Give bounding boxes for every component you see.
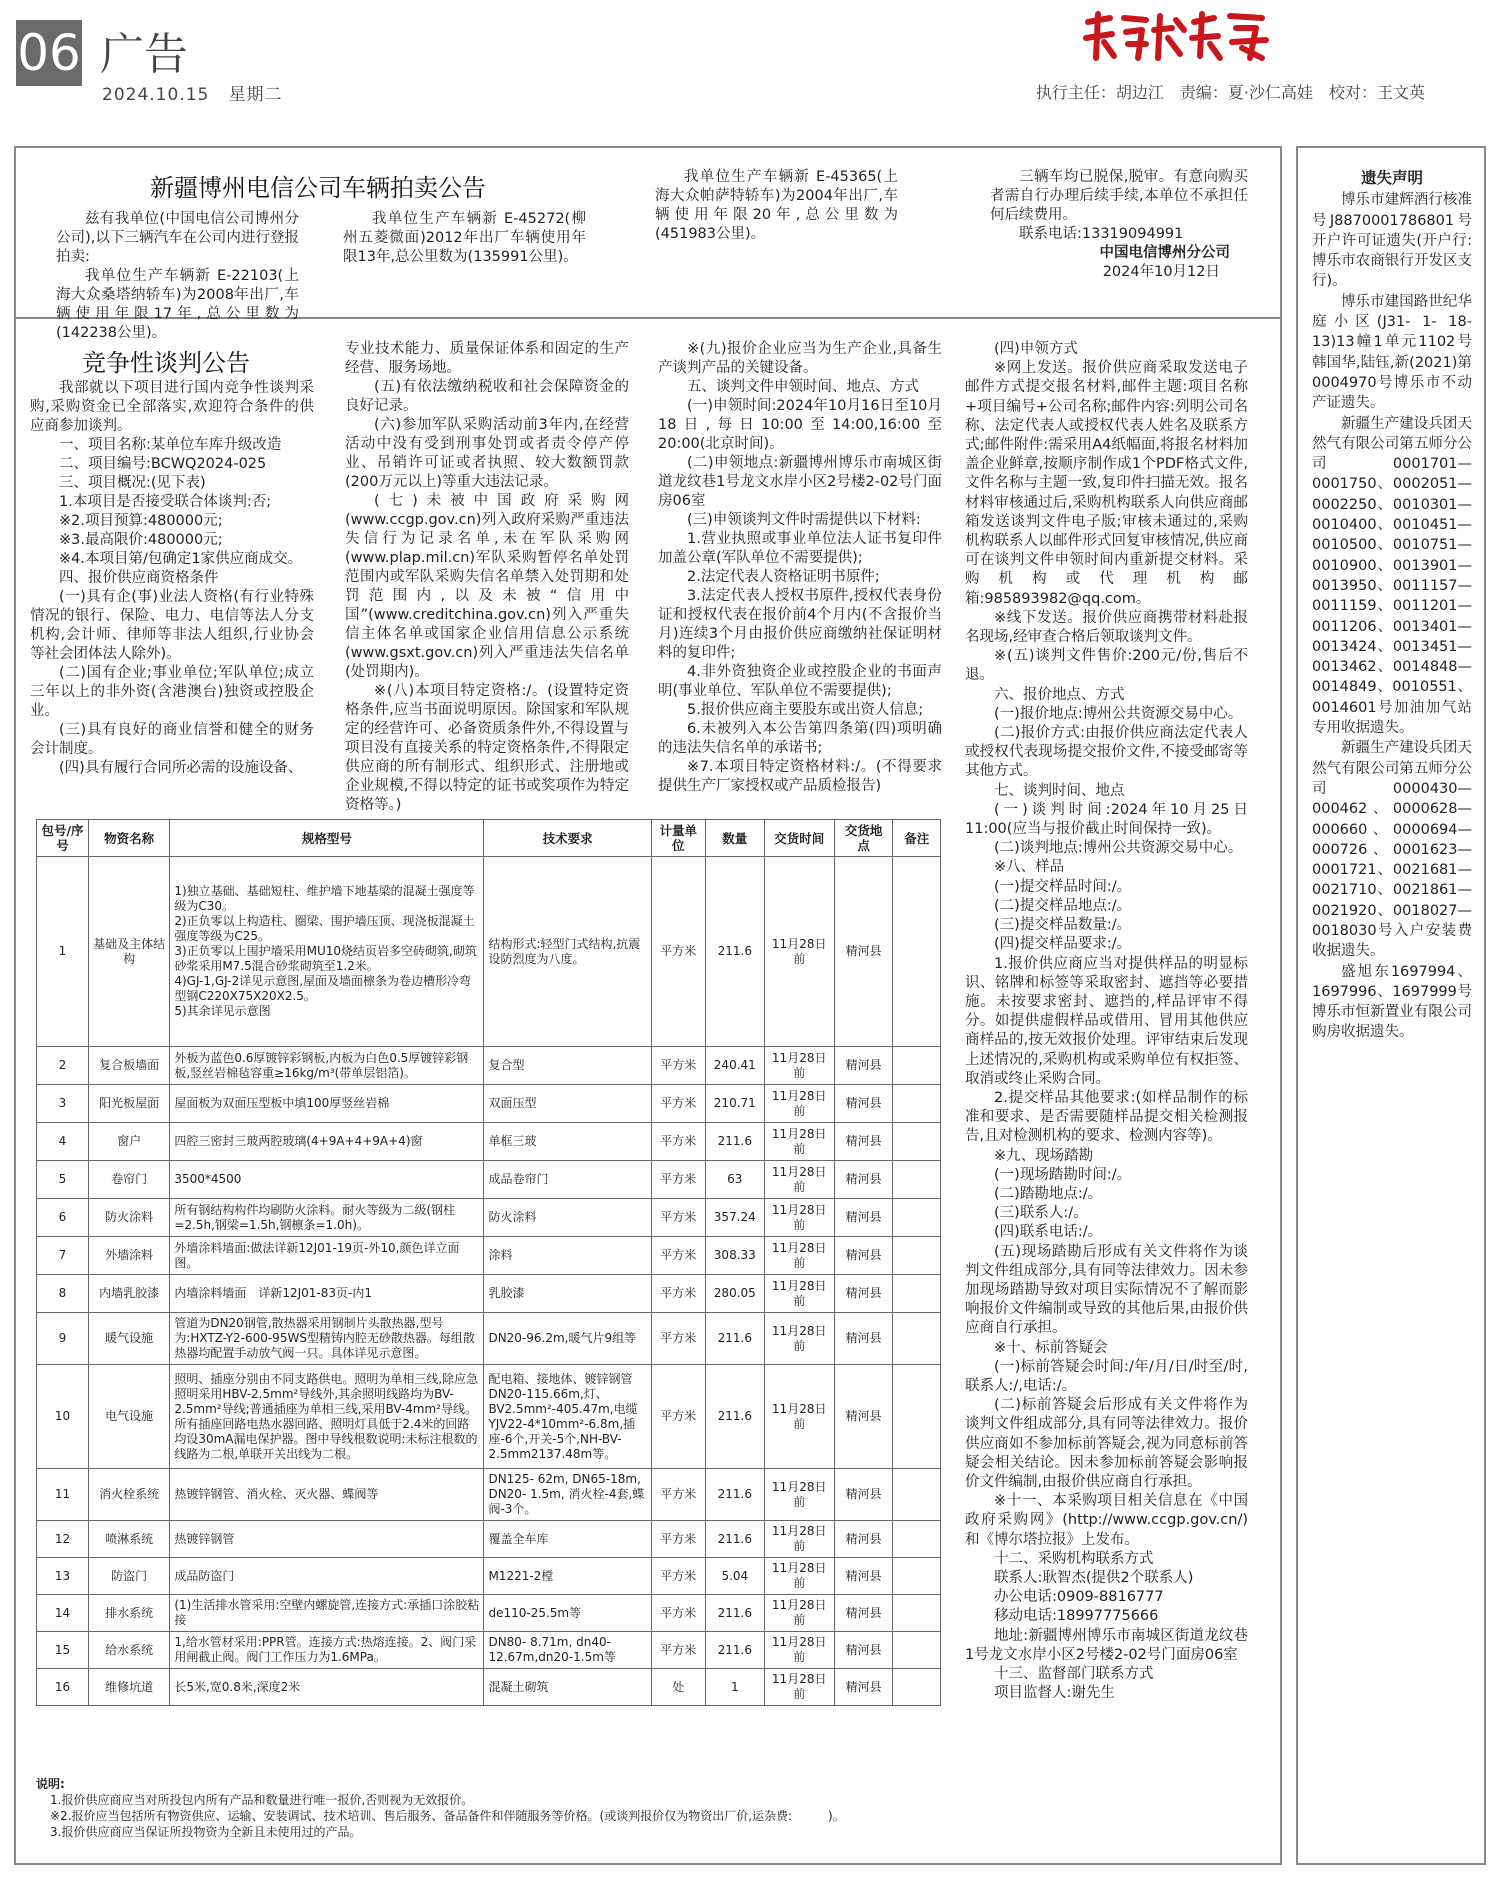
item-name-cell: 维修坑道: [88, 1669, 169, 1706]
unit-cell: 平方米: [651, 1275, 705, 1313]
delivery-time-cell: 11月28日前: [764, 1047, 834, 1085]
row-number-cell: 13: [37, 1558, 89, 1595]
row-number-cell: 15: [37, 1632, 89, 1669]
row-number-cell: 8: [37, 1275, 89, 1313]
unit-cell: 平方米: [651, 1085, 705, 1123]
col1-line: 三、项目概况:(见下表): [59, 475, 206, 491]
delivery-place-cell: 精河县: [834, 1632, 893, 1669]
remark-cell: [893, 1558, 941, 1595]
delivery-time-cell: 11月28日前: [764, 1313, 834, 1365]
delivery-place-cell: 精河县: [834, 1669, 893, 1706]
unit-cell: 平方米: [651, 1047, 705, 1085]
col4-line: ※九、现场踏勘: [994, 1147, 1094, 1164]
col3-line: 五、谈判文件申领时间、地点、方式: [687, 379, 919, 395]
tech-requirement-cell: 涂料: [484, 1237, 651, 1275]
item-name-cell: 防火涂料: [88, 1199, 169, 1237]
note-line: 1.报价供应商应当对所投包内所有产品和数量进行唯一报价,否则视为无效报价。: [50, 1793, 474, 1807]
col3-line: ※7.本项目特定资格材料:/。(不得要求提供生产厂家授权或产品质检报告): [658, 759, 942, 794]
table-notes: [36, 1776, 941, 1840]
tech-requirement-cell: 乳胶漆: [484, 1275, 651, 1313]
auction-paragraph: [56, 267, 299, 343]
delivery-time-cell: 11月28日前: [764, 1161, 834, 1199]
table-row: [37, 1123, 941, 1161]
col4-line: (一)谈判时间:2024年10月25日11:00(应当与报价截止时间保持一致)。: [965, 801, 1248, 838]
row-number-cell: 5: [37, 1161, 89, 1199]
issue-date: [102, 80, 283, 105]
remark-cell: [893, 1365, 941, 1469]
negotiation-col-2: [345, 340, 629, 815]
item-name-cell: 卷帘门: [88, 1161, 169, 1199]
quantity-cell: 211.6: [705, 857, 764, 1047]
col4-line: (四)联系电话:/。: [994, 1224, 1103, 1241]
quantity-cell: 211.6: [705, 1469, 764, 1521]
tech-requirement-cell: M1221-2樘: [484, 1558, 651, 1595]
col1-line: 二、项目编号:BCWQ2024-025: [59, 456, 267, 472]
delivery-time-cell: 11月28日前: [764, 1469, 834, 1521]
auction-paragraph: 我单位生产车辆新 E-45272(柳州五菱微面)2012年出厂车辆使用年限13年,总公里数为(135991公里)。: [343, 211, 586, 265]
lost-paragraph: 新疆生产建设兵团天然气有限公司第五师分公司0001701—0001750、0002051—0002250、0010301—0010400、0010451—0010500、0010751—0010900、0013901—0013950、0011157—0011159、0011201—0011206、0013401—0013424、0013451—0013462、0014848—0014849、0010551、0014601号加油加气站专用收据遗失。: [1312, 415, 1472, 737]
unit-cell: 平方米: [651, 857, 705, 1047]
col3-line: 1.营业执照或事业单位法人证书复印件加盖公章(军队单位不需要提供);: [658, 531, 942, 566]
table-row: [37, 1632, 941, 1669]
unit-cell: 平方米: [651, 1595, 705, 1632]
delivery-time-cell: 11月28日前: [764, 1632, 834, 1669]
delivery-place-cell: 精河县: [834, 1237, 893, 1275]
staff-credits: 执行主任：胡边江 责编：夏·沙仁高娃 校对：王文英: [1035, 83, 1425, 102]
remark-cell: [893, 1632, 941, 1669]
col1-line: (一)具有企(事)业法人资格(有行业特殊情况的银行、保险、电力、电信等法人分支机构,会计师、律师等非法人组织,行业协会等社会团体法人除外)。: [30, 589, 314, 662]
tech-requirement-cell: DN80- 8.71m, dn40-12.67m,dn20-1.5m等: [484, 1632, 651, 1669]
row-number-cell: 4: [37, 1123, 89, 1161]
col4-line: (一)现场踏勘时间:/。: [994, 1166, 1132, 1183]
col3-line: 3.法定代表人授权书原件,授权代表身份证和授权代表在报价前4个月内(不含报价当月)连续3个月由报价供应商缴纳社保证明材料的复印件;: [658, 588, 942, 661]
col2-line: 专业技术能力、质量保证体系和固定的生产经营、服务场地。: [345, 341, 629, 376]
page-number: 06: [16, 20, 82, 86]
row-number-cell: 6: [37, 1199, 89, 1237]
auction-paragraph: 兹有我单位(中国电信公司博州分公司),以下三辆汽车在公司内进行登报拍卖:: [56, 211, 299, 265]
delivery-place-cell: 精河县: [834, 1313, 893, 1365]
remark-cell: [893, 1123, 941, 1161]
tech-requirement-cell: 成品卷帘门: [484, 1161, 651, 1199]
col3-line: (二)申领地点:新疆博州博乐市南城区街道龙纹巷1号龙文水岸小区2号楼2-02号门面房06室: [658, 455, 942, 509]
delivery-place-cell: 精河县: [834, 1365, 893, 1469]
header-cell: 交货地点: [834, 820, 893, 857]
quantity-cell: 211.6: [705, 1595, 764, 1632]
remark-cell: [893, 1595, 941, 1632]
item-name-cell: 喷淋系统: [88, 1521, 169, 1558]
remark-cell: [893, 857, 941, 1047]
delivery-place-cell: 精河县: [834, 1047, 893, 1085]
row-number-cell: 2: [37, 1047, 89, 1085]
delivery-time-cell: 11月28日前: [764, 1669, 834, 1706]
note-line: 3.报价供应商应当保证所投物资为全新且未使用过的产品。: [50, 1825, 362, 1839]
table-row: [37, 1199, 941, 1237]
col1-line: 1.本项目是否接受联合体谈判:否;: [59, 494, 272, 510]
header-cell: 交货时间: [764, 820, 834, 857]
col4-line: 十二、采购机构联系方式: [994, 1550, 1154, 1567]
delivery-time-cell: 11月28日前: [764, 1085, 834, 1123]
tech-requirement-cell: 单框三玻: [484, 1123, 651, 1161]
auction-contact: 联系电话:13319094991: [1019, 226, 1184, 242]
unit-cell: 平方米: [651, 1199, 705, 1237]
negotiation-col-1: [30, 379, 314, 778]
tech-requirement-cell: 防火涂料: [484, 1199, 651, 1237]
delivery-place-cell: 精河县: [834, 1199, 893, 1237]
delivery-time-cell: 11月28日前: [764, 857, 834, 1047]
section-title: 广告: [100, 29, 188, 80]
weekday-text: 星期二: [228, 85, 283, 105]
delivery-time-cell: 11月28日前: [764, 1123, 834, 1161]
col4-line: 地址:新疆博州博乐市南城区街道龙纹巷1号龙文水岸小区2号楼2-02号门面房06室: [965, 1627, 1248, 1663]
quantity-cell: 1: [705, 1669, 764, 1706]
col4-line: 移动电话:18997775666: [994, 1608, 1159, 1625]
delivery-time-cell: 11月28日前: [764, 1595, 834, 1632]
auction-paragraph: 我单位生产车辆新 E-45365(上海大众帕萨特轿车)为2004年出厂,车辆使用年限20年,总公里数为(451983公里)。: [655, 169, 898, 242]
col1-line: ※2.项目预算:480000元;: [59, 513, 223, 529]
col3-line: 6.未被列入本公告第四条第(四)项明确的违法失信名单的承诺书;: [658, 721, 942, 756]
procurement-table: [36, 819, 941, 1706]
spec-cell: 成品防盗门: [170, 1558, 484, 1595]
table-header-row: [37, 820, 941, 857]
lost-paragraph: 博乐市建国路世纪华庭小区(J31- 1- 18- 13)13幢1单元1102号韩国华,陆钰,新(2021)第0004970号博乐市不动产证遗失。: [1312, 293, 1472, 412]
spec-cell: 照明、插座分别由不同支路供电。照明为单相三线,除应急照明采用HBV-2.5mm²导线外,其余照明线路均为BV-2.5mm²导线;普通插座为单相三线,采用BV-4mm²导线。所有插座回路电热水器回路、照明灯具低于2.4米的回路均设30mA漏电保护器。图中导线根数说明:未标注根数的线路为二根,单联开关出线为二根。: [170, 1365, 484, 1469]
auction-title: 新疆博州电信公司车辆拍卖公告: [150, 174, 486, 202]
table-row: [37, 1161, 941, 1199]
tech-requirement-cell: 结构形式:轻型门式结构,抗震设防烈度为八度。: [484, 857, 651, 1047]
item-name-cell: 电气设施: [88, 1365, 169, 1469]
col4-line: (二)谈判地点:博州公共资源交易中心。: [994, 840, 1243, 857]
lost-title: 遗失声明: [1360, 169, 1423, 187]
quantity-cell: 63: [705, 1161, 764, 1199]
row-number-cell: 7: [37, 1237, 89, 1275]
col4-line: (二)报价方式:由报价供应商法定代表人或授权代表现场提交报价文件,不接受邮寄等其他方式。: [965, 725, 1248, 780]
auction-col-2: [343, 210, 586, 267]
spec-cell: 屋面板为双面压型板中填100厚竖丝岩棉: [170, 1085, 484, 1123]
delivery-time-cell: 11月28日前: [764, 1275, 834, 1313]
row-number-cell: 11: [37, 1469, 89, 1521]
tech-requirement-cell: 混凝土砌筑: [484, 1669, 651, 1706]
item-name-cell: 给水系统: [88, 1632, 169, 1669]
table-row: [37, 1275, 941, 1313]
col3-line: 2.法定代表人资格证明书原件;: [687, 569, 880, 585]
table-row: [37, 1595, 941, 1632]
col4-line: (二)提交样品地点:/。: [994, 897, 1132, 914]
col1-line: 一、项目名称:某单位车库升级改造: [59, 437, 282, 453]
auction-paragraph: 三辆车均已脱保,脱审。有意向购买者需自行办理后续手续,本单位不承担任何后续费用。: [990, 169, 1248, 223]
auction-col-1: [56, 210, 299, 343]
table-row: [37, 1558, 941, 1595]
col1-line: 我部就以下项目进行国内竞争性谈判采购,采购资金已全部落实,欢迎符合条件的供应商参加谈判。: [30, 380, 314, 434]
unit-cell: 平方米: [651, 1123, 705, 1161]
remark-cell: [893, 1313, 941, 1365]
quantity-cell: 211.6: [705, 1632, 764, 1669]
tech-requirement-cell: DN20-96.2m,暖气片9组等: [484, 1313, 651, 1365]
row-number-cell: 9: [37, 1313, 89, 1365]
auction-signature: 中国电信博州分公司: [1099, 245, 1230, 261]
col4-line: 1.报价供应商应当对提供样品的明显标识、铭牌和标签等采取密封、遮挡等必要措施。未按要求密封、遮挡的,样品评审不得分。如提供虚假样品或借用、冒用其他供应商样品的,按无效报价处理。评审结束后发现上述情况的,采购机构或采购单位有权拒签、取消或终止采购合同。: [965, 955, 1248, 1087]
negotiation-col-3: [658, 340, 942, 796]
auction-col-4: [990, 168, 1248, 282]
unit-cell: 平方米: [651, 1313, 705, 1365]
spec-cell: 长5米,宽0.8米,深度2米: [170, 1669, 484, 1706]
col4-line: 十三、监督部门联系方式: [994, 1666, 1154, 1683]
col4-line: (二)踏勘地点:/。: [994, 1185, 1103, 1202]
auction-paragraph-text: 我单位生产车辆新 E-22103(上海大众桑塔纳轿车)为2008年出厂,车辆使用年限17年,总公里数为(142238公里)。: [56, 268, 299, 341]
col1-line: (四)具有履行合同所必需的设施设备、: [59, 760, 303, 776]
col4-line: (一)标前答疑会时间:/年/月/日/时至/时,联系人:/,电话:/。: [965, 1358, 1248, 1394]
header-cell: 数量: [705, 820, 764, 857]
tech-requirement-cell: 覆盖全车库: [484, 1521, 651, 1558]
delivery-time-cell: 11月28日前: [764, 1521, 834, 1558]
table-row: [37, 1469, 941, 1521]
remark-cell: [893, 1521, 941, 1558]
delivery-place-cell: 精河县: [834, 1161, 893, 1199]
unit-cell: 平方米: [651, 1365, 705, 1469]
lost-paragraph: 博乐市建辉酒行核准号J8870001786801号开户许可证遗失(开户行:博乐市农商银行开发区支行)。: [1312, 192, 1472, 290]
unit-cell: 平方米: [651, 1558, 705, 1595]
remark-cell: [893, 1275, 941, 1313]
table-row: [37, 1237, 941, 1275]
delivery-place-cell: 精河县: [834, 1521, 893, 1558]
col2-line: (五)有依法缴纳税收和社会保障资金的良好记录。: [345, 379, 629, 414]
unit-cell: 处: [651, 1669, 705, 1706]
remark-cell: [893, 1161, 941, 1199]
delivery-place-cell: 精河县: [834, 857, 893, 1047]
delivery-place-cell: 精河县: [834, 1595, 893, 1632]
col1-line: (三)具有良好的商业信誉和健全的财务会计制度。: [30, 722, 314, 757]
remark-cell: [893, 1469, 941, 1521]
lost-paragraph: 新疆生产建设兵团天然气有限公司第五师分公司0000430—000462、0000628—000660、0000694—000726、0001623—0001721、0021681—0021710、0021861—0021920、0018027—0018030号入户安装费收据遗失。: [1312, 740, 1472, 960]
negotiation-title: 竞争性谈判公告: [82, 349, 250, 377]
header-cell: 备注: [893, 820, 941, 857]
spec-cell: 1)独立基础、基础短柱、维护墙下地基梁的混凝土强度等级为C30。 2)正负零以上构造柱、圈梁、围护墙压顶、现浇板混凝土强度等级为C25。 3)正负零以上围护墙采用MU10烧结页岩多空砖砌筑,砌筑砂浆采用M7.5混合砂浆砌筑至1.2米。 4)GJ-1,GJ-2详见示意图,屋面及墙面檩条为卷边槽形冷弯型钢C220X75X20X2.5。 5)其余详见示意图: [170, 857, 484, 1047]
col2-line: (六)参加军队采购活动前3年内,在经营活动中没有受到刑事处罚或者责令停产停业、吊销许可证或者执照、较大数额罚款(200万元以上)等重大违法记录。: [345, 417, 629, 490]
note-line: ※2.报价应当包括所有物资供应、运输、安装调试、技术培训、售后服务、备品备件和伴随服务等价格。(或谈判报价仅为物资出厂价,运杂费: )。: [50, 1809, 845, 1823]
col4-line: ※(五)谈判文件售价:200元/份,售后不退。: [965, 648, 1248, 684]
col3-line: 4.非外资独资企业或控股企业的书面声明(事业单位、军队单位不需要提供);: [658, 664, 942, 699]
delivery-place-cell: 精河县: [834, 1558, 893, 1595]
unit-cell: 平方米: [651, 1237, 705, 1275]
quantity-cell: 211.6: [705, 1123, 764, 1161]
negotiation-col-4: [965, 340, 1248, 1703]
remark-cell: [893, 1047, 941, 1085]
quantity-cell: 211.6: [705, 1313, 764, 1365]
table-row: [37, 1669, 941, 1706]
quantity-cell: 240.41: [705, 1047, 764, 1085]
spec-cell: 内墙涂料墙面 详新12J01-83页-内1: [170, 1275, 484, 1313]
auction-col-3: [655, 168, 898, 244]
delivery-place-cell: 精河县: [834, 1123, 893, 1161]
unit-cell: 平方米: [651, 1632, 705, 1669]
col4-line: (二)标前答疑会后形成有关文件将作为谈判文件组成部分,具有同等法律效力。报价供应商如不参加标前答疑会,视为同意标前答疑会相关结论。因未参加标前答疑会影响报价文件编制,由报价供应商自行承担。: [965, 1397, 1248, 1490]
remark-cell: [893, 1085, 941, 1123]
col4-line: ※八、样品: [994, 859, 1065, 876]
remark-cell: [893, 1237, 941, 1275]
col4-line: (一)提交样品时间:/。: [994, 878, 1132, 895]
tech-requirement-cell: DN125- 62m, DN65-18m, DN20- 1.5m, 消火栓-4套,蝶阀-3个。: [484, 1469, 651, 1521]
col4-line: ※十、标前答疑会: [994, 1339, 1108, 1356]
auction-sign-date: 2024年10月12日: [1102, 264, 1220, 280]
spec-cell: 所有钢结构构件均刷防火涂料。耐火等级为二级(钢柱=2.5h,钢梁=1.5h,钢檩条=1.0h)。: [170, 1199, 484, 1237]
spec-cell: 热镀锌钢管、消火栓、灭火器、蝶阀等: [170, 1469, 484, 1521]
table-row: [37, 857, 941, 1047]
delivery-place-cell: 精河县: [834, 1085, 893, 1123]
col4-line: ※线下发送。报价供应商携带材料赴报名现场,经审查合格后领取谈判文件。: [965, 609, 1248, 646]
row-number-cell: 3: [37, 1085, 89, 1123]
tech-requirement-cell: 双面压型: [484, 1085, 651, 1123]
quantity-cell: 280.05: [705, 1275, 764, 1313]
unit-cell: 平方米: [651, 1161, 705, 1199]
quantity-cell: 210.71: [705, 1085, 764, 1123]
col3-line: 5.报价供应商主要股东或出资人信息;: [687, 702, 924, 718]
col4-line: (三)提交样品数量:/。: [994, 917, 1132, 934]
masthead-logo: [1080, 8, 1270, 66]
item-name-cell: 阳光板屋面: [88, 1085, 169, 1123]
header-cell: 技术要求: [484, 820, 651, 857]
col2-line: (七)未被中国政府采购网(www.ccgp.gov.cn)列入政府采购严重违法失信行为记录名单,未在军队采购网(www.plap.mil.cn)军队采购暂停名单处罚范围内或军队采购失信名单禁入处罚期和处罚范围内,以及未被“信用中国”(www.creditchina.gov.cn)列入严重失信主体名单或国家企业信用信息公示系统(www.gsxt.gov.cn)列入严重违法失信名单(处罚期内)。: [345, 493, 629, 680]
col1-line: 四、报价供应商资格条件: [59, 570, 219, 586]
col4-line: ※十一、本采购项目相关信息在《中国政府采购网》(http://www.ccgp.gov.cn/)和《博尔塔拉报》上发布。: [965, 1493, 1248, 1548]
tech-requirement-cell: de110-25.5m等: [484, 1595, 651, 1632]
delivery-time-cell: 11月28日前: [764, 1237, 834, 1275]
table-row: [37, 1365, 941, 1469]
header-cell: 规格型号: [170, 820, 484, 857]
col4-line: 七、谈判时间、地点: [994, 782, 1125, 799]
delivery-place-cell: 精河县: [834, 1275, 893, 1313]
table-row: [37, 1313, 941, 1365]
spec-cell: 3500*4500: [170, 1161, 484, 1199]
lost-paragraph: 盛旭东1697994、1697996、1697999号博乐市恒新置业有限公司购房收据遗失。: [1312, 963, 1472, 1041]
item-name-cell: 复合板墙面: [88, 1047, 169, 1085]
item-name-cell: 外墙涂料: [88, 1237, 169, 1275]
row-number-cell: 12: [37, 1521, 89, 1558]
col3-line: (一)申领时间:2024年10月16日至10月18日,每日10:00至14:00,16:00至20:00(北京时间)。: [658, 398, 942, 452]
row-number-cell: 1: [37, 857, 89, 1047]
col4-line: (一)报价地点:博州公共资源交易中心。: [994, 705, 1243, 722]
col4-line: 2.提交样品其他要求:(如样品制作的标准和要求、是否需要随样品提交相关检测报告,且对检测机构的要求、检测内容等)。: [965, 1089, 1248, 1145]
item-name-cell: 排水系统: [88, 1595, 169, 1632]
header-cell: 包号/序号: [37, 820, 89, 857]
tech-requirement-cell: 复合型: [484, 1047, 651, 1085]
header-cell: 物资名称: [88, 820, 169, 857]
row-number-cell: 14: [37, 1595, 89, 1632]
spec-cell: 1,给水管材采用:PPR管。连接方式:热熔连接。2、阀门采用闸截止阀。阀门工作压力为1.6MPa。: [170, 1632, 484, 1669]
spec-cell: 热镀锌钢管: [170, 1521, 484, 1558]
header-cell: 计量单位: [651, 820, 705, 857]
delivery-place-cell: 精河县: [834, 1469, 893, 1521]
table-body: [37, 857, 941, 1706]
tech-requirement-cell: 配电箱、接地体、镀锌钢管DN20-115.66m,灯、BV2.5mm²-405.47m,电缆YJV22-4*10mm²-6.8m,插座-6个,开关-5个,NH-BV-2.5mm2137.48m等。: [484, 1365, 651, 1469]
item-name-cell: 窗户: [88, 1123, 169, 1161]
remark-cell: [893, 1669, 941, 1706]
quantity-cell: 357.24: [705, 1199, 764, 1237]
row-number-cell: 10: [37, 1365, 89, 1469]
remark-cell: [893, 1199, 941, 1237]
item-name-cell: 暖气设施: [88, 1313, 169, 1365]
item-name-cell: 防盗门: [88, 1558, 169, 1595]
col4-line: 项目监督人:谢先生: [994, 1685, 1115, 1702]
col3-line: (三)申领谈判文件时需提供以下材料:: [687, 512, 921, 528]
unit-cell: 平方米: [651, 1521, 705, 1558]
delivery-time-cell: 11月28日前: [764, 1365, 834, 1469]
item-name-cell: 消火栓系统: [88, 1469, 169, 1521]
spec-cell: (1)生活排水管采用:空壁内螺旋管,连接方式:承插口涂胶粘接: [170, 1595, 484, 1632]
row-number-cell: 16: [37, 1669, 89, 1706]
col4-line: (五)现场踏勘后形成有关文件将作为谈判文件组成部分,具有同等法律效力。因未参加现场踏勘导致对项目实际情况不了解而影响报价文件编制或导致的其他后果,由报价供应商自行承担。: [965, 1243, 1248, 1337]
table-row: [37, 1521, 941, 1558]
quantity-cell: 5.04: [705, 1558, 764, 1595]
notes-title: 说明:: [36, 1777, 65, 1791]
spec-cell: 外墙涂料墙面:做法详新12J01-19页-外10,颜色详立面图。: [170, 1237, 484, 1275]
col1-line: ※4.本项目第/包确定1家供应商成交。: [59, 551, 303, 567]
col4-line: ※网上发送。报价供应商采取发送电子邮件方式提交报名材料,邮件主题:项目名称+项目编号+公司名称;邮件内容:列明公司名称、法定代表人或授权代表人姓名及联系方式;邮件附件:需采用A4纸幅面,将报名材料加盖企业鲜章,按顺序制作成1个PDF格式文件,文件名称与主题一致,复印件扫描无效。报名材料审核通过后,采购机构联系人向供应商邮箱发送谈判文件电子版;审核未通过的,采购机构联系人以邮件形式回复审核情况,供应商可在谈判文件申领时间内重新提交材料。采购机构或代理机构邮箱:985893982@qq.com。: [965, 360, 1248, 607]
unit-cell: 平方米: [651, 1469, 705, 1521]
item-name-cell: 基础及主体结构: [88, 857, 169, 1047]
spec-cell: 管道为DN20钢管,散热器采用钢制片头散热器,型号为:HXTZ-Y2-600-95WS型精铸内腔无砂散热器。每组散热器均配置手动放气阀一只。具体详见示意图。: [170, 1313, 484, 1365]
col4-line: (四)提交样品要求:/。: [994, 936, 1132, 953]
delivery-time-cell: 11月28日前: [764, 1558, 834, 1595]
col4-line: 办公电话:0909-8816777: [994, 1589, 1164, 1606]
table-row: [37, 1047, 941, 1085]
quantity-cell: 308.33: [705, 1237, 764, 1275]
item-name-cell: 内墙乳胶漆: [88, 1275, 169, 1313]
spec-cell: 外板为蓝色0.6厚镀锌彩钢板,内板为白色0.5厚镀锌彩钢板,竖丝岩棉毡容重≥16kg/m³(带单层铝箔)。: [170, 1047, 484, 1085]
quantity-cell: 211.6: [705, 1365, 764, 1469]
lost-notice: [1312, 168, 1472, 1043]
col1-line: ※3.最高限价:480000元;: [59, 532, 223, 548]
col4-line: (四)申领方式: [994, 341, 1078, 357]
spec-cell: 四腔三密封三玻两腔玻璃(4+9A+4+9A+4)窗: [170, 1123, 484, 1161]
col4-line: 联系人:耿智杰(提供2个联系人): [994, 1570, 1194, 1586]
table-row: [37, 1085, 941, 1123]
col4-line: 六、报价地点、方式: [994, 686, 1125, 703]
col3-line: ※(九)报价企业应当为生产企业,具备生产谈判产品的关键设备。: [658, 341, 942, 376]
col1-line: (二)国有企业;事业单位;军队单位;成立三年以上的非外资(含港澳台)独资或控股企业。: [30, 665, 314, 719]
date-text: 2024.10.15: [102, 85, 210, 105]
quantity-cell: 211.6: [705, 1521, 764, 1558]
delivery-time-cell: 11月28日前: [764, 1199, 834, 1237]
col4-line: (三)联系人:/。: [994, 1205, 1088, 1222]
col2-line: ※(八)本项目特定资格:/。(设置特定资格条件,应当书面说明原因。除国家和军队规定的经营许可、必备资质条件外,不得设置与项目没有直接关系的特定资格条件,不得限定供应商的所有制形式、组织形式、注册地或企业规模,不得以特定的证书或奖项作为特定资格等。): [345, 683, 629, 813]
